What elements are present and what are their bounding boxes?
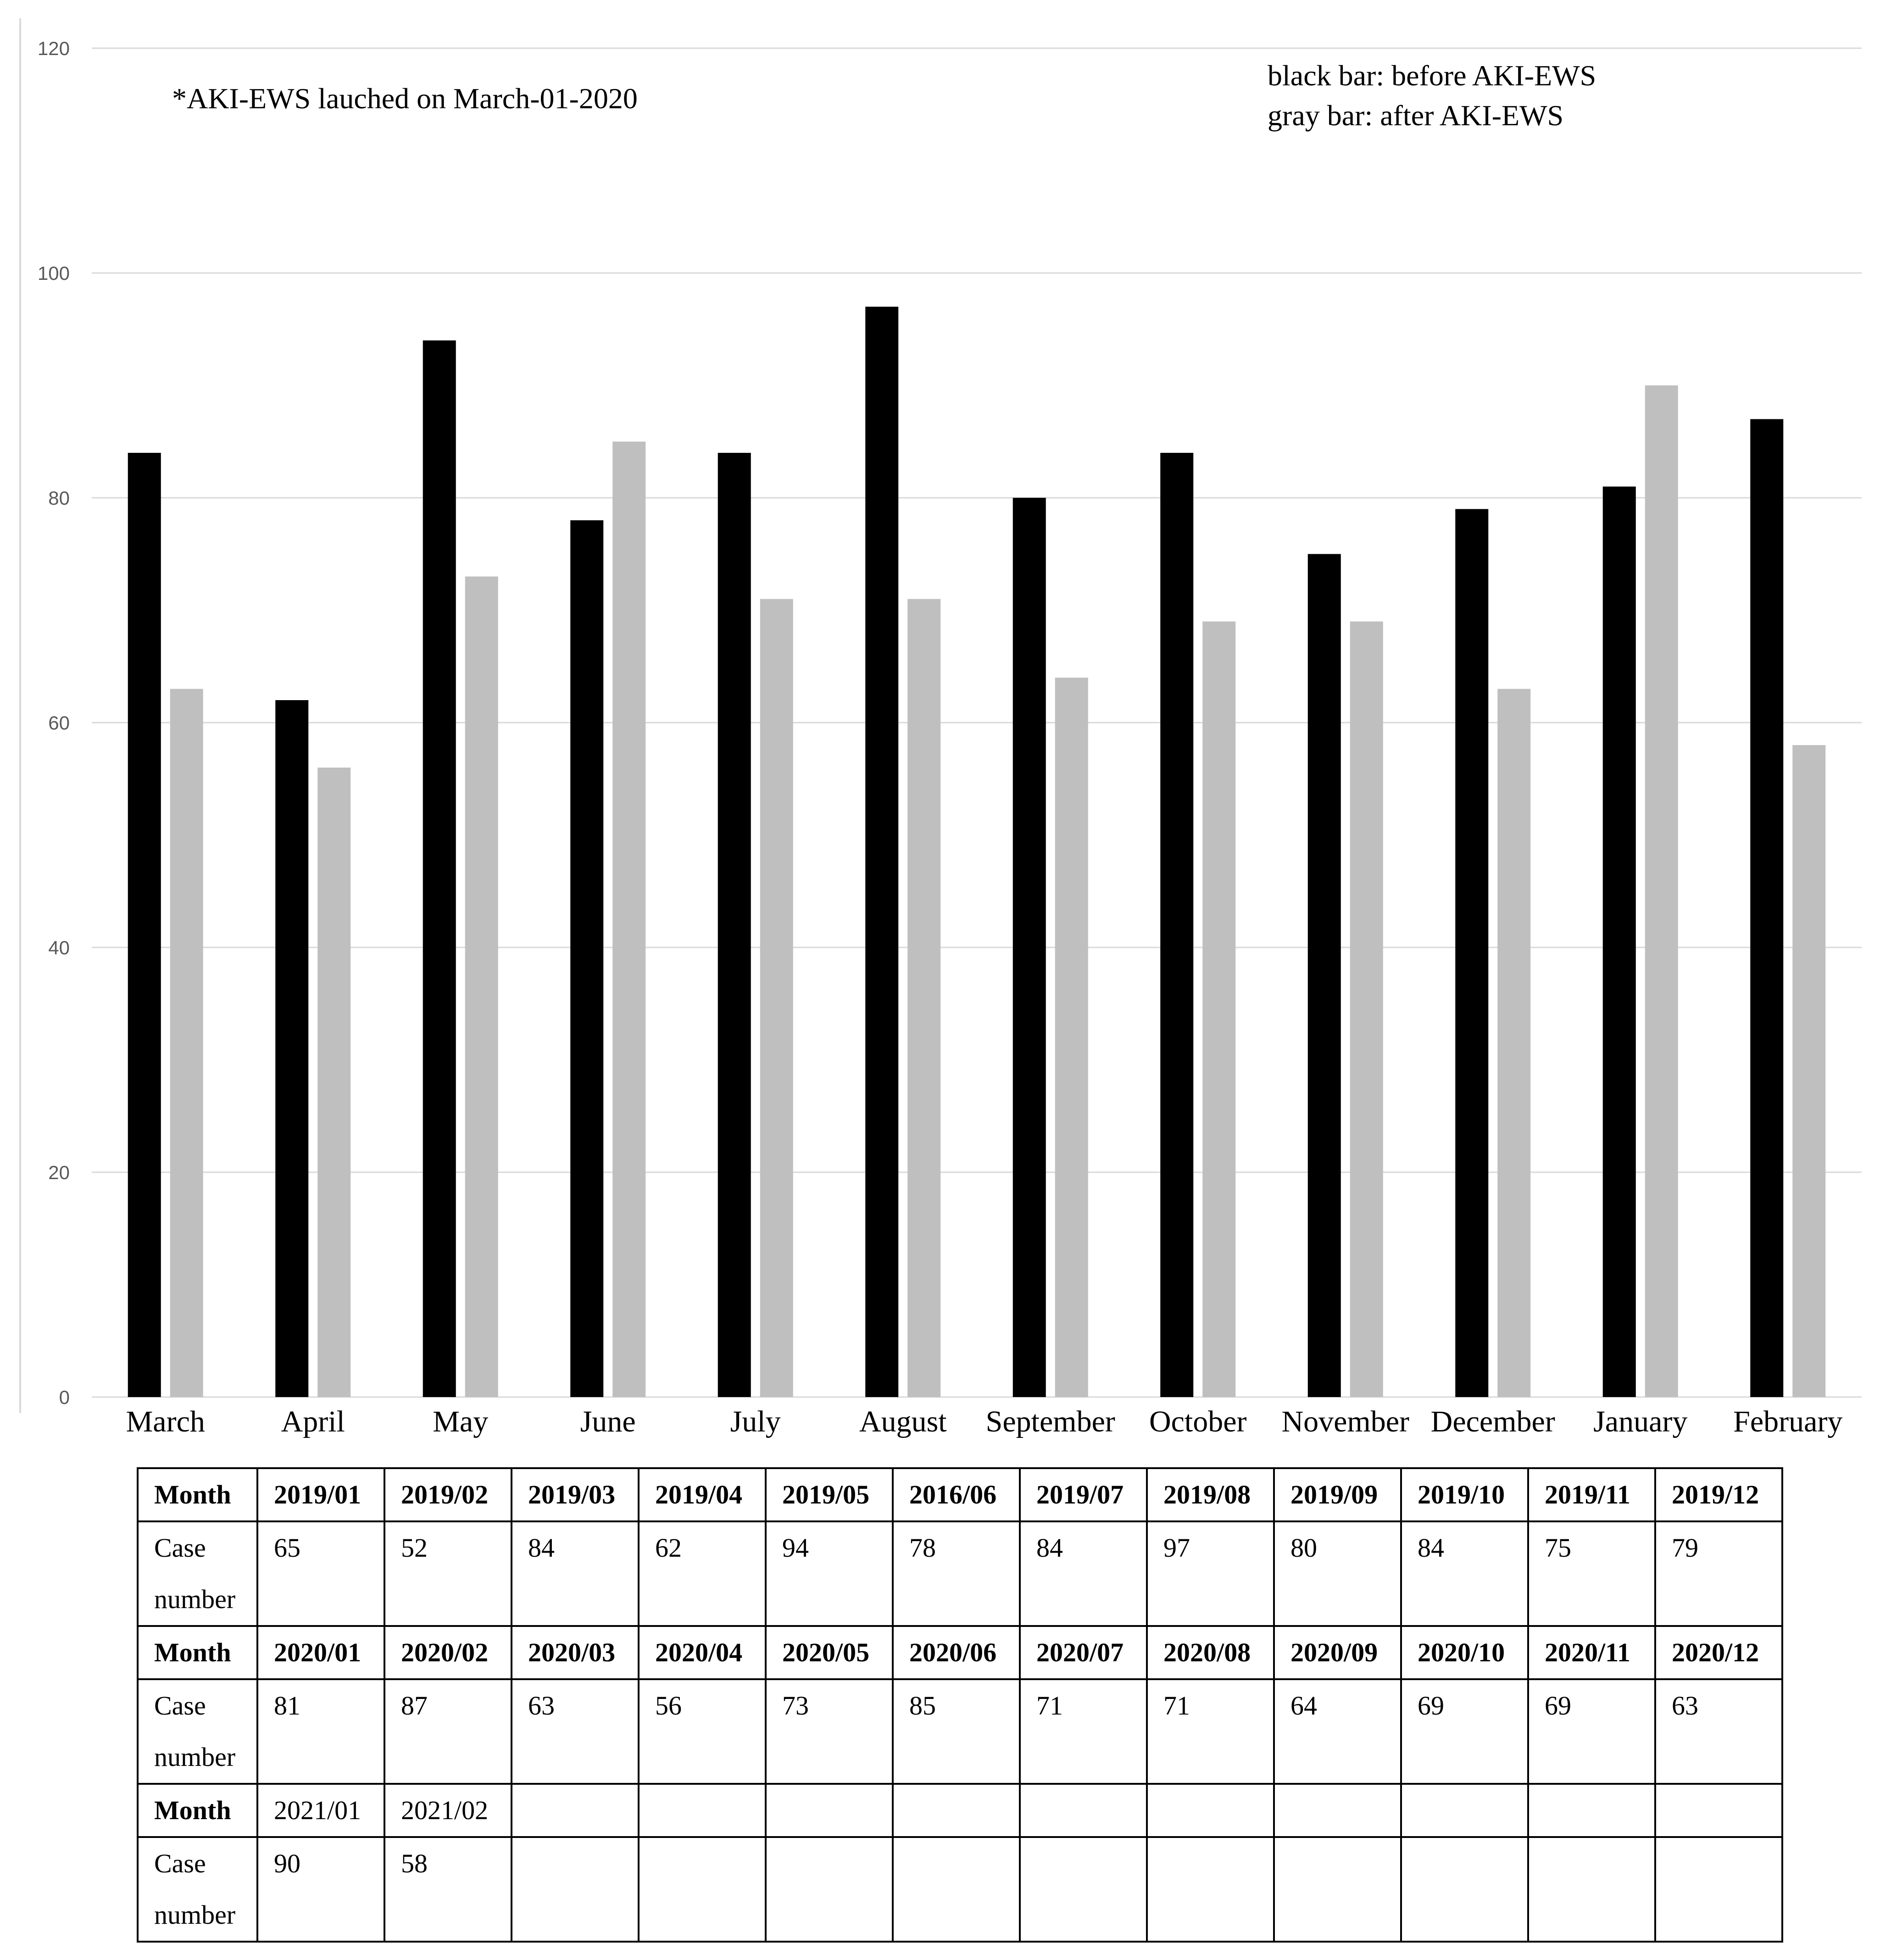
month-cell: 2019/01 bbox=[257, 1468, 384, 1521]
month-cell: 2016/06 bbox=[893, 1468, 1020, 1521]
case-cell: 75 bbox=[1528, 1521, 1655, 1626]
bar-after-august bbox=[907, 599, 940, 1398]
month-cell: 2020/01 bbox=[257, 1626, 384, 1679]
month-cell: 2019/04 bbox=[639, 1468, 766, 1521]
month-cell bbox=[1401, 1784, 1528, 1837]
bar-after-may bbox=[465, 577, 498, 1398]
case-number-table bbox=[137, 1467, 1783, 1943]
bar-after-february bbox=[1792, 745, 1825, 1397]
case-cell: 64 bbox=[1274, 1679, 1401, 1784]
bar-after-january bbox=[1645, 385, 1678, 1397]
case-cell bbox=[639, 1837, 766, 1942]
month-cell bbox=[639, 1784, 766, 1837]
case-cell: 69 bbox=[1401, 1679, 1528, 1784]
case-cell bbox=[1147, 1837, 1274, 1942]
case-cell bbox=[1655, 1837, 1782, 1942]
month-cell: 2019/05 bbox=[766, 1468, 893, 1521]
bar-before-september bbox=[1013, 498, 1046, 1397]
month-cell: 2019/09 bbox=[1274, 1468, 1401, 1521]
x-tick-label-may: May bbox=[433, 1405, 489, 1438]
bar-before-july bbox=[718, 453, 751, 1397]
month-cell: 2019/07 bbox=[1020, 1468, 1147, 1521]
case-cell: 78 bbox=[893, 1521, 1020, 1626]
month-row bbox=[138, 1626, 1782, 1679]
case-cell: 85 bbox=[893, 1679, 1020, 1784]
month-label: Month bbox=[138, 1468, 257, 1521]
month-cell: 2020/04 bbox=[639, 1626, 766, 1679]
case-cell: 71 bbox=[1020, 1679, 1147, 1784]
y-tick-label: 40 bbox=[48, 937, 70, 958]
case-cell: 63 bbox=[1655, 1679, 1782, 1784]
legend-after: gray bar: after AKI-EWS bbox=[1268, 99, 1564, 132]
x-tick-label-august: August bbox=[859, 1405, 947, 1438]
x-tick-label-september: September bbox=[985, 1405, 1115, 1438]
bar-after-october bbox=[1202, 622, 1235, 1398]
case-label-line1: Case bbox=[154, 1849, 206, 1878]
case-number-label bbox=[138, 1679, 257, 1784]
case-cell: 97 bbox=[1147, 1521, 1274, 1626]
case-cell: 84 bbox=[512, 1521, 639, 1626]
month-cell: 2019/10 bbox=[1401, 1468, 1528, 1521]
bar-before-june bbox=[570, 520, 603, 1397]
case-number-label bbox=[138, 1521, 257, 1626]
bar-before-may bbox=[423, 340, 456, 1397]
month-cell: 2021/01 bbox=[257, 1784, 384, 1837]
case-row bbox=[138, 1679, 1782, 1784]
month-cell: 2019/08 bbox=[1147, 1468, 1274, 1521]
y-tick-label: 60 bbox=[48, 712, 70, 734]
x-tick-label-october: October bbox=[1149, 1405, 1247, 1438]
case-cell: 71 bbox=[1147, 1679, 1274, 1784]
case-cell: 79 bbox=[1655, 1521, 1782, 1626]
case-row bbox=[138, 1521, 1782, 1626]
bar-before-april bbox=[275, 700, 308, 1397]
launch-annotation: *AKI-EWS lauched on March-01-2020 bbox=[172, 82, 638, 115]
case-cell bbox=[1401, 1837, 1528, 1942]
case-cell: 58 bbox=[384, 1837, 512, 1942]
month-cell bbox=[1020, 1784, 1147, 1837]
case-cell: 87 bbox=[384, 1679, 512, 1784]
bar-after-march bbox=[170, 689, 203, 1398]
case-cell bbox=[1528, 1837, 1655, 1942]
case-cell: 73 bbox=[766, 1679, 893, 1784]
x-tick-label-june: June bbox=[580, 1405, 636, 1438]
case-row bbox=[138, 1837, 1782, 1942]
x-tick-label-april: April bbox=[281, 1405, 345, 1438]
case-cell bbox=[1020, 1837, 1147, 1942]
x-tick-label-march: March bbox=[126, 1405, 205, 1438]
bar-before-august bbox=[865, 307, 898, 1398]
month-cell: 2020/07 bbox=[1020, 1626, 1147, 1679]
x-tick-label-december: December bbox=[1430, 1405, 1555, 1438]
case-cell: 65 bbox=[257, 1521, 384, 1626]
case-cell: 84 bbox=[1020, 1521, 1147, 1626]
month-cell: 2020/06 bbox=[893, 1626, 1020, 1679]
month-cell: 2020/03 bbox=[512, 1626, 639, 1679]
x-tick-label-july: July bbox=[730, 1405, 781, 1438]
case-label-line2: number bbox=[154, 1584, 236, 1614]
bar-after-april bbox=[317, 768, 350, 1397]
case-label-line1: Case bbox=[154, 1691, 206, 1721]
month-cell bbox=[1274, 1784, 1401, 1837]
case-cell: 94 bbox=[766, 1521, 893, 1626]
month-cell: 2020/09 bbox=[1274, 1626, 1401, 1679]
case-cell: 81 bbox=[257, 1679, 384, 1784]
case-cell bbox=[893, 1837, 1020, 1942]
bar-before-january bbox=[1603, 487, 1636, 1398]
month-cell bbox=[512, 1784, 639, 1837]
case-cell bbox=[512, 1837, 639, 1942]
case-cell: 62 bbox=[639, 1521, 766, 1626]
x-tick-label-february: February bbox=[1733, 1405, 1843, 1438]
month-cell bbox=[1528, 1784, 1655, 1837]
month-row bbox=[138, 1468, 1782, 1521]
bar-after-december bbox=[1497, 689, 1530, 1398]
case-label-line2: number bbox=[154, 1900, 236, 1930]
case-cell: 90 bbox=[257, 1837, 384, 1942]
bar-after-september bbox=[1055, 678, 1088, 1397]
y-tick-label: 120 bbox=[37, 38, 70, 59]
month-cell: 2020/08 bbox=[1147, 1626, 1274, 1679]
case-cell: 84 bbox=[1401, 1521, 1528, 1626]
bar-after-june bbox=[612, 442, 645, 1398]
y-tick-label: 100 bbox=[37, 262, 70, 284]
month-label: Month bbox=[138, 1626, 257, 1679]
month-cell: 2020/02 bbox=[384, 1626, 512, 1679]
bar-after-july bbox=[760, 599, 793, 1398]
bar-before-february bbox=[1750, 419, 1783, 1398]
bar-before-november bbox=[1308, 554, 1341, 1398]
case-cell: 52 bbox=[384, 1521, 512, 1626]
bar-before-october bbox=[1160, 453, 1193, 1397]
month-cell: 2020/10 bbox=[1401, 1626, 1528, 1679]
case-cell: 56 bbox=[639, 1679, 766, 1784]
month-cell: 2019/03 bbox=[512, 1468, 639, 1521]
month-row bbox=[138, 1784, 1782, 1837]
month-cell: 2020/05 bbox=[766, 1626, 893, 1679]
month-cell bbox=[893, 1784, 1020, 1837]
case-cell: 69 bbox=[1528, 1679, 1655, 1784]
month-cell bbox=[766, 1784, 893, 1837]
case-cell bbox=[1274, 1837, 1401, 1942]
bar-before-december bbox=[1455, 509, 1488, 1398]
case-label-line1: Case bbox=[154, 1533, 206, 1563]
x-tick-label-january: January bbox=[1593, 1405, 1688, 1438]
month-cell: 2020/11 bbox=[1528, 1626, 1655, 1679]
bar-before-march bbox=[128, 453, 161, 1397]
month-cell: 2019/02 bbox=[384, 1468, 512, 1521]
y-tick-label: 0 bbox=[59, 1386, 70, 1408]
case-cell bbox=[766, 1837, 893, 1942]
legend-before: black bar: before AKI-EWS bbox=[1268, 59, 1596, 92]
month-cell: 2019/12 bbox=[1655, 1468, 1782, 1521]
month-label: Month bbox=[138, 1784, 257, 1837]
case-cell: 80 bbox=[1274, 1521, 1401, 1626]
case-label-line2: number bbox=[154, 1742, 236, 1772]
case-cell: 63 bbox=[512, 1679, 639, 1784]
month-cell: 2020/12 bbox=[1655, 1626, 1782, 1679]
month-cell bbox=[1147, 1784, 1274, 1837]
month-cell: 2019/11 bbox=[1528, 1468, 1655, 1521]
case-number-label bbox=[138, 1837, 257, 1942]
x-tick-label-november: November bbox=[1281, 1405, 1410, 1438]
bar-after-november bbox=[1350, 622, 1383, 1398]
month-cell bbox=[1655, 1784, 1782, 1837]
y-tick-label: 20 bbox=[48, 1162, 70, 1183]
month-cell: 2021/02 bbox=[384, 1784, 512, 1837]
y-tick-label: 80 bbox=[48, 487, 70, 509]
